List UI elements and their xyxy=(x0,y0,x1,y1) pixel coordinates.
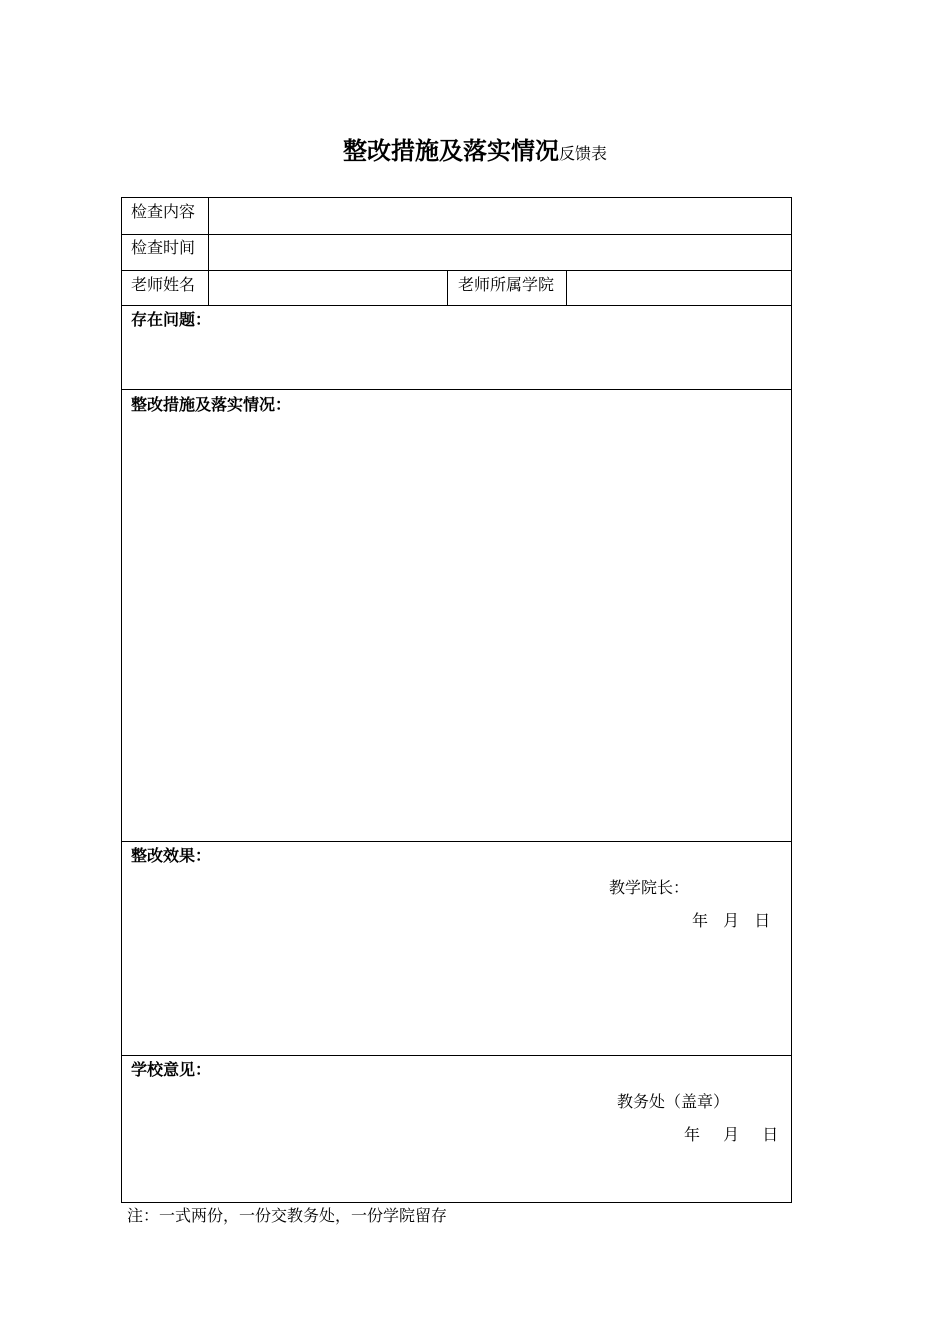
academic-office-stamp-label: 教务处（盖章） xyxy=(617,1092,730,1111)
date-month: 月 xyxy=(723,911,740,930)
teacher-college-label: 老师所属学院 xyxy=(458,275,555,294)
existing-problems-label: 存在问题： xyxy=(131,310,212,329)
measures-label: 整改措施及落实情况： xyxy=(131,395,292,414)
date-day: 日 xyxy=(754,911,771,930)
effect-label: 整改效果： xyxy=(131,846,212,865)
date-year: 年 xyxy=(684,1125,701,1144)
dean-signature-label: 教学院长： xyxy=(609,878,690,897)
inspection-time-field[interactable] xyxy=(217,238,777,260)
teacher-college-field[interactable] xyxy=(574,275,779,297)
date-month: 月 xyxy=(723,1125,740,1144)
footnote: 注：一式两份，一份交教务处，一份学院留存 xyxy=(127,1206,448,1225)
column-divider xyxy=(208,198,209,305)
title-main: 整改措施及落实情况 xyxy=(342,136,559,165)
teacher-name-label: 老师姓名 xyxy=(131,275,196,294)
inspection-time-label: 检查时间 xyxy=(131,238,196,257)
column-divider xyxy=(447,270,448,305)
date-day: 日 xyxy=(762,1125,779,1144)
column-divider xyxy=(566,270,567,305)
row-divider xyxy=(122,841,791,842)
date-year: 年 xyxy=(692,911,709,930)
office-date xyxy=(684,1125,778,1145)
page-title xyxy=(0,131,950,166)
feedback-form xyxy=(121,197,792,1203)
school-opinion-label: 学校意见： xyxy=(131,1060,212,1079)
row-divider xyxy=(122,1055,791,1056)
inspection-content-label: 检查内容 xyxy=(131,202,196,221)
row-divider xyxy=(122,270,791,271)
dean-date xyxy=(692,911,770,931)
row-divider xyxy=(122,305,791,306)
row-divider xyxy=(122,234,791,235)
row-divider xyxy=(122,389,791,390)
teacher-name-field[interactable] xyxy=(217,275,437,297)
title-suffix: 反馈表 xyxy=(558,144,607,163)
inspection-content-field[interactable] xyxy=(217,202,777,224)
